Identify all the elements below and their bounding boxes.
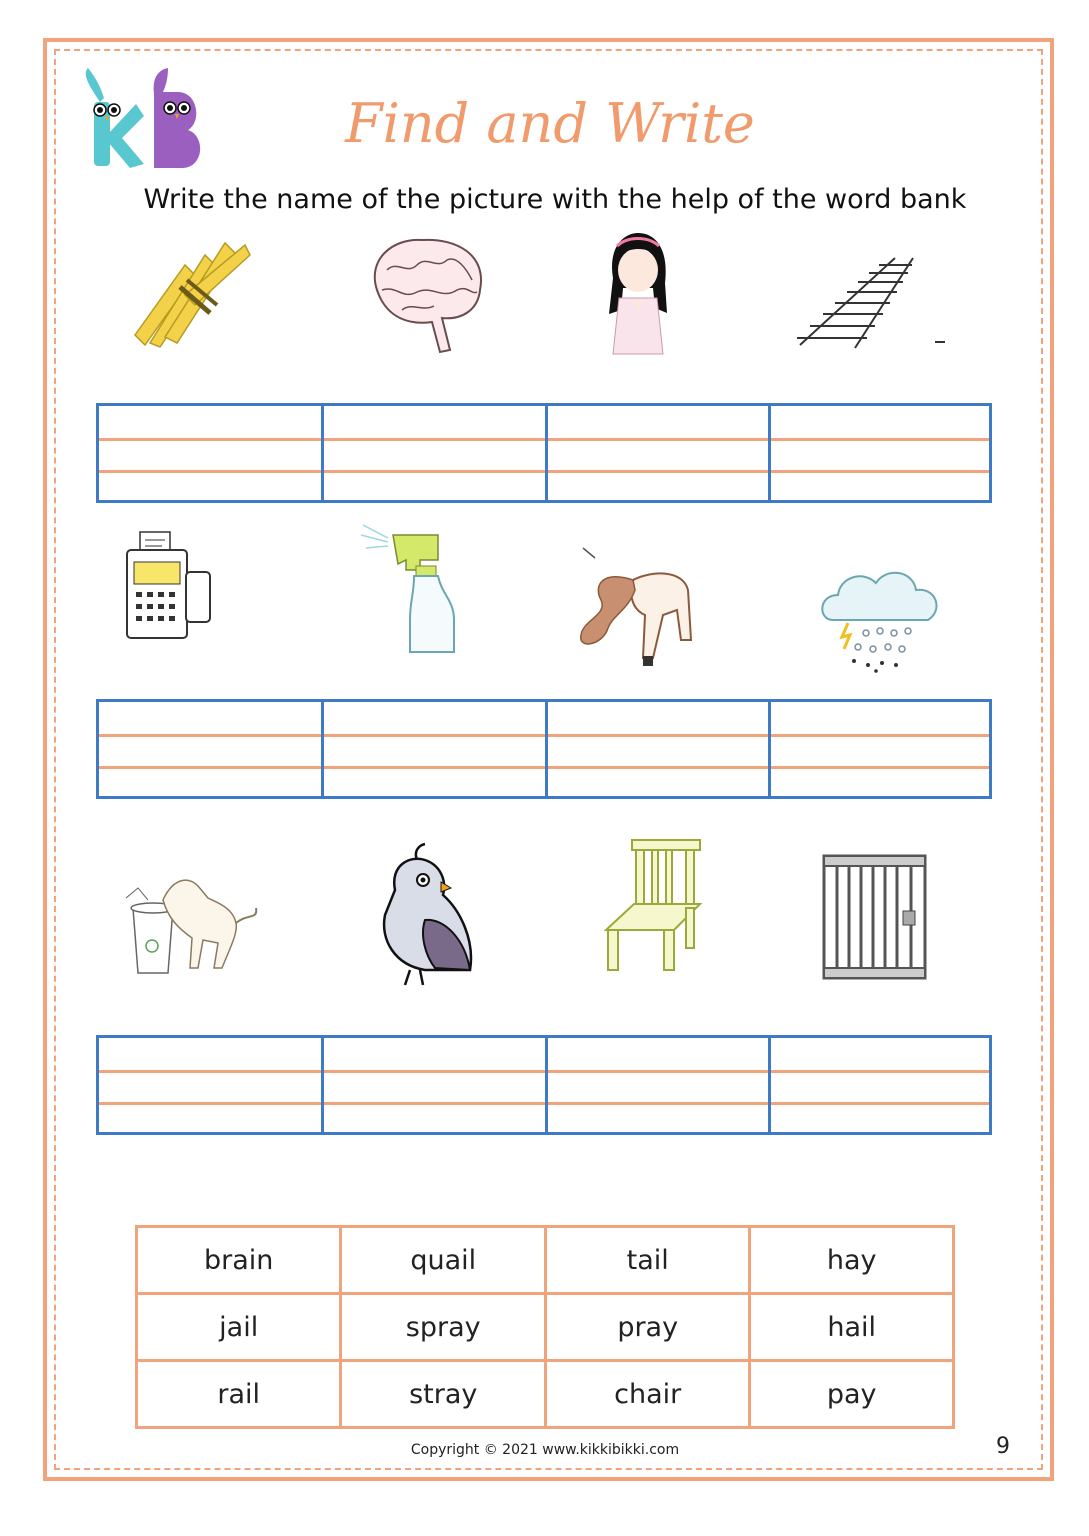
guide-line [99,734,989,737]
spray-bottle-icon [358,520,468,655]
quail-icon [365,840,480,990]
instructions: Write the name of the picture with the help of the word bank [143,184,967,215]
guide-line [99,1070,989,1073]
cell-divider [768,702,771,796]
girl-praying-icon [603,228,673,360]
word-bank-cell: pray [546,1294,750,1361]
guide-line [99,470,989,473]
word-bank-cell: hail [750,1294,954,1361]
cell-divider [545,702,548,796]
word-bank-cell: chair [546,1361,750,1428]
brain-icon [362,230,492,358]
guide-line [99,1102,989,1105]
writing-lines-row-1[interactable] [96,403,992,503]
railway-track-icon [795,250,945,350]
word-bank-cell: brain [137,1227,341,1294]
word-bank-row [137,1294,954,1361]
page-number: 9 [996,1434,1010,1459]
word-bank-cell: jail [137,1294,341,1361]
horse-tail-icon [573,540,703,670]
word-bank-cell: tail [546,1227,750,1294]
word-bank-cell: stray [341,1361,546,1428]
stray-dog-icon [118,868,263,978]
cell-divider [321,406,324,500]
word-bank-row [137,1361,954,1428]
writing-lines-row-3[interactable] [96,1035,992,1135]
page-title: Find and Write [345,92,755,155]
hay-bundle-icon [125,225,255,350]
copyright-notice: Copyright © 2021 www.kikkibikki.com [410,1442,680,1458]
word-bank-row [137,1227,954,1294]
cell-divider [768,1038,771,1132]
cell-divider [321,1038,324,1132]
cell-divider [321,702,324,796]
card-machine-icon [122,530,214,642]
cell-divider [545,1038,548,1132]
cell-divider [768,406,771,500]
hail-cloud-icon [818,565,946,675]
guide-line [99,766,989,769]
jail-door-icon [821,853,928,981]
cell-divider [545,406,548,500]
kb-logo [78,64,218,174]
word-bank-cell: hay [750,1227,954,1294]
guide-line [99,438,989,441]
word-bank-table [135,1225,955,1429]
word-bank-cell: spray [341,1294,546,1361]
word-bank-cell: pay [750,1361,954,1428]
word-bank-cell: rail [137,1361,341,1428]
word-bank-cell: quail [341,1227,546,1294]
writing-lines-row-2[interactable] [96,699,992,799]
chair-icon [604,838,704,973]
